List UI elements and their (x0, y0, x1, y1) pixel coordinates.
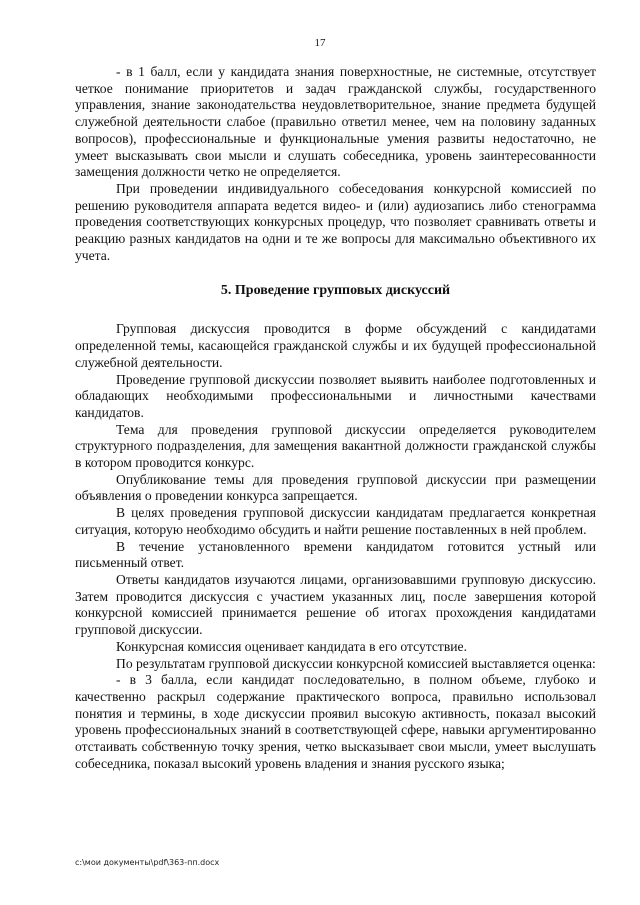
paragraph: Ответы кандидатов изучаются лицами, организовавшими групповую дискуссию. Затем проводится дискуссия с участием указанных лиц, после завершения которой конкурсной комиссией принимается решение об итогах прохождения кандидатами групповой дискуссии. (75, 571, 596, 638)
paragraph: Групповая дискуссия проводится в форме обсуждений с кандидатами определенной темы, касающейся гражданской службы и их будущей профессиональной служебной деятельности. (75, 321, 596, 370)
document-body (75, 64, 596, 772)
paragraph: - в 1 балл, если у кандидата знания поверхностные, не системные, отсутствует четкое понимание приоритетов и задач гражданской службы, государственного управления, знание законодательства неудовлетворительное, знание предмета будущей служебной деятельности слабое (правильно ответил менее, чем на половину заданных вопросов), профессиональные и функциональные умения развиты недостаточно, не умеет высказывать свои мысли и слушать собеседника, уровень заинтересованности замещения должности четко не определяется. (75, 64, 596, 180)
paragraph: Тема для проведения групповой дискуссии определяется руководителем структурного подразделения, для замещения вакантной должности гражданской службы в котором проводится конкурс. (75, 421, 596, 471)
footer-file-path: c:\мои документы\pdf\363-пп.docx (75, 858, 220, 867)
paragraph: - в 3 балла, если кандидат последовательно, в полном объеме, глубоко и качественно раскрыл содержание практического вопроса, правильно использовал понятия и термины, в ходе дискуссии проявил высокую активность, показал высокий уровень профессиональных знаний в соответствующей сфере, навыки аргументированно отстаивать собственную точку зрения, четко высказывает свои мысли, умеет выслушать собеседника, показал высокий уровень владения и знания русского языка; (75, 672, 596, 771)
paragraph: При проведении индивидуального собеседования конкурсной комиссией по решению руководителя аппарата ведется видео- и (или) аудиозапись либо стенограмма проведения соответствующих конкурсных процедур, что позволяет сравнивать ответы и реакцию разных кандидатов на одни и те же вопросы для максимально объективного их учета. (75, 180, 596, 263)
paragraph: В целях проведения групповой дискуссии кандидатам предлагается конкретная ситуация, которую необходимо обсудить и найти решение поставленных в ней проблем. (75, 505, 596, 537)
section-heading: 5. Проведение групповых дискуссий (220, 283, 451, 299)
page-number: 17 (314, 37, 326, 49)
paragraph: В течение установленного времени кандидатом готовится устный или письменный ответ. (75, 538, 596, 571)
paragraph: Проведение групповой дискуссии позволяет выявить наиболее подготовленных и обладающих необходимыми профессиональными и личностными качествами кандидатов. (75, 371, 596, 420)
paragraph: Опубликование темы для проведения групповой дискуссии при размещении объявления о проведении конкурса запрещается. (75, 471, 596, 504)
paragraph: По результатам групповой дискуссии конкурсной комиссией выставляется оценка: (116, 655, 596, 671)
paragraph: Конкурсная комиссия оценивает кандидата в его отсутствие. (116, 638, 467, 654)
